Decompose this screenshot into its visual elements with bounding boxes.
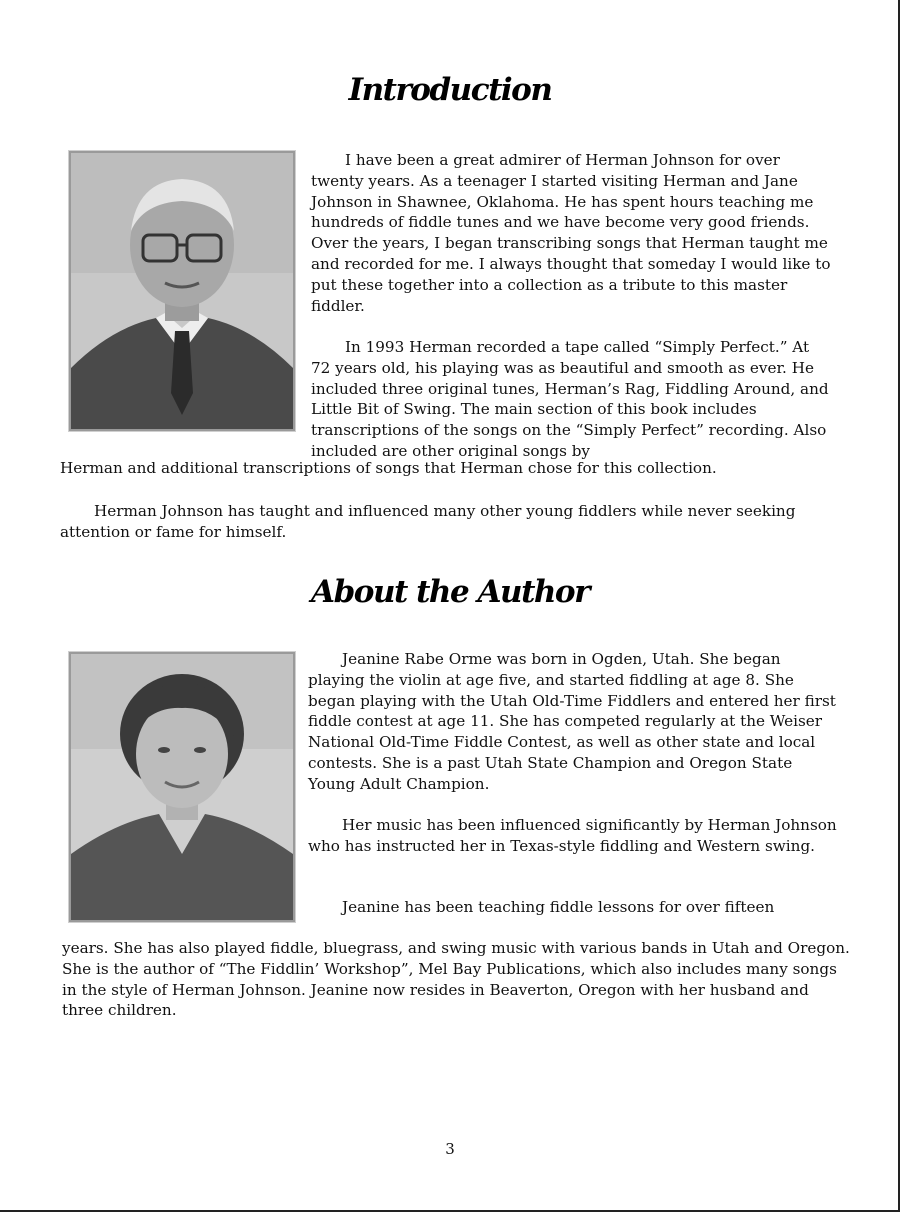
- intro-paragraph-2-wrapped: In 1993 Herman recorded a tape called “Simply Perfect.” At 72 years old, his playing was as beautiful and smooth as ever. He included three original tunes, Herman’s Rag, Fiddling Around, and Little Bit of Swing. The main section of this book includes transcriptions of the songs on the “Simply Perfect” recording. Also included are other original songs by: [311, 338, 829, 460]
- jeanine-orme-photo: [69, 652, 295, 922]
- page-number: 3: [445, 1140, 455, 1158]
- herman-johnson-photo: [69, 151, 295, 431]
- intro-paragraph-3: Herman Johnson has taught and influenced many other young fiddlers while never seeking attention or fame for himself.: [60, 502, 796, 541]
- author-paragraph-2: Her music has been influenced significantly by Herman Johnson who has instructed her in Texas-style fiddling and Western swing.: [308, 816, 837, 855]
- author-paragraph-3-continued: years. She has also played fiddle, bluegrass, and swing music with various bands in Utah and Oregon. She is the author of “The Fiddlin’ Workshop”, Mel Bay Publications, which also includes many songs in the style of Herman Johnson. Jeanine now resides in Beaverton, Oregon with her husband and three children.: [62, 939, 850, 1020]
- intro-paragraph-2-continued: Herman and additional transcriptions of songs that Herman chose for this collection.: [60, 459, 717, 477]
- intro-paragraph-1: I have been a great admirer of Herman Johnson for over twenty years. As a teenager I started visiting Herman and Jane Johnson in Shawnee, Oklahoma. He has spent hours teaching me hundreds of fiddle tunes and we have become very good friends. Over the years, I began transcribing songs that Herman taught me and recorded for me. I always thought that someday I would like to put these together into a collection as a tribute to this master fiddler.: [311, 151, 831, 315]
- introduction-heading: Introduction: [348, 72, 552, 108]
- about-author-heading: About the Author: [311, 574, 589, 610]
- author-paragraph-3-wrapped: Jeanine has been teaching fiddle lessons for over fifteen: [342, 898, 775, 916]
- author-paragraph-1: Jeanine Rabe Orme was born in Ogden, Utah. She began playing the violin at age five, and started fiddling at age 8. She began playing with the Utah Old-Time Fiddlers and entered her first fiddle contest at age 11. She has competed regularly at the Weiser National Old-Time Fiddle Contest, as well as other state and local contests. She is a past Utah State Champion and Oregon State Young Adult Champion.: [308, 650, 836, 793]
